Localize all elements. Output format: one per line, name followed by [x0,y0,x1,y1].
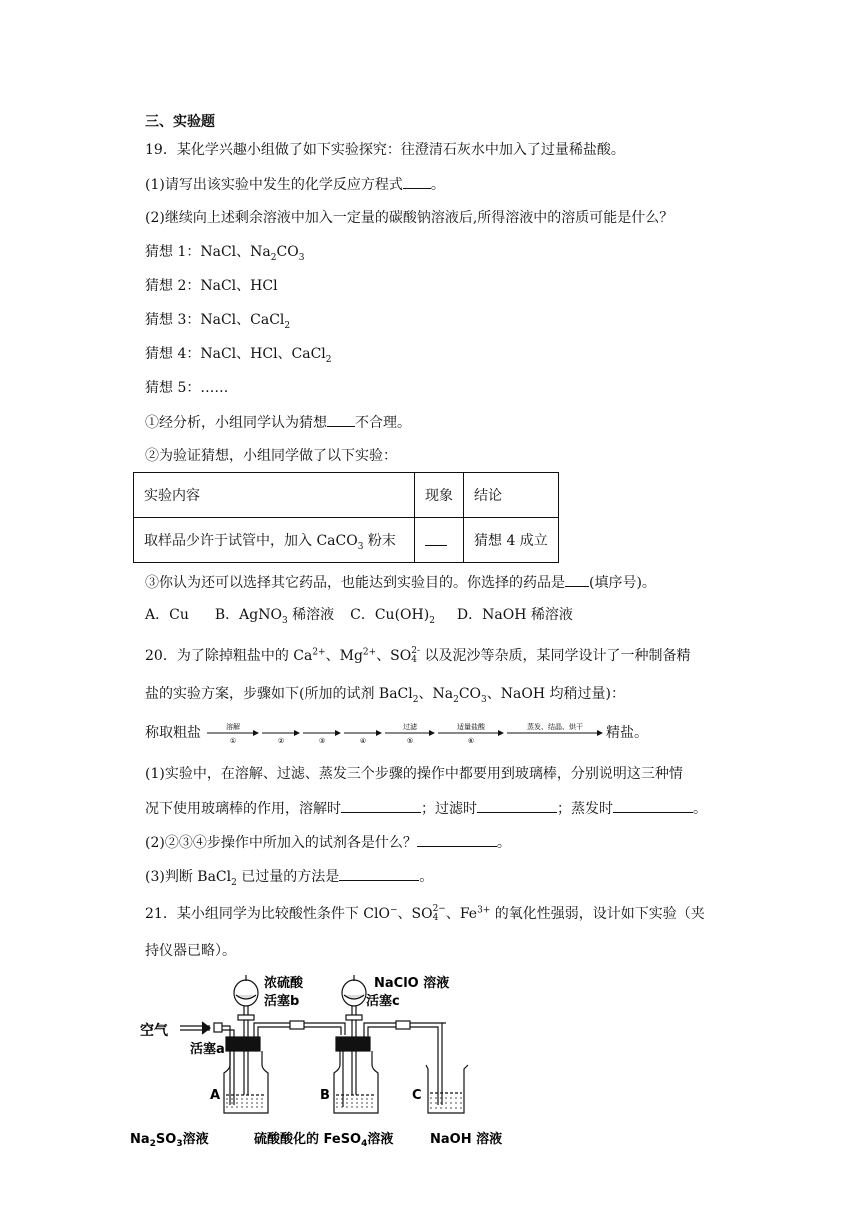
label-valve-a: 活塞a [190,1042,225,1057]
table-cell-content: 取样品少许于试管中，加入 CaCO$_3$ 粉末 [134,518,415,563]
caption-a: $Na_2SO_3$溶液 [130,1132,209,1149]
answer-blank[interactable] [425,531,447,546]
q20-part3: (3)判断 BaCl$_2$ 已过量的方法是 。 [145,866,433,887]
flow-step-arrow [303,730,341,745]
flow-step-label: 适量盐酸 [457,723,485,731]
q19-analysis-3: ③你认为还可以选择其它药品，也能达到实验目的。你选择的药品是 (填序号)。 [145,572,656,593]
guess-4: 猜想 4：NaCl、HCl、CaCl$_2$ [145,346,332,365]
flow-step-arrow [344,730,382,745]
flow-step-arrow [207,722,259,745]
flow-step-label: 溶解 [226,723,240,731]
label-naclo: NaClO 溶液 [374,976,450,991]
table-header: 结论 [464,473,559,518]
flow-end: 精盐。 [606,725,648,741]
caption-c: NaOH 溶液 [430,1132,503,1147]
label-a: A [210,1088,221,1103]
label-b: B [320,1088,330,1103]
guess-1: 猜想 1：NaCl、$Na_2CO_3$ [145,244,305,263]
label-air: 空气 [140,1023,168,1039]
tube-b-to-c [364,1021,446,1105]
flow-step-label: 蒸发、结晶、烘干 [527,723,583,731]
guess-3: 猜想 3：NaCl、CaCl$_2$ [145,312,291,331]
answer-blank[interactable] [339,866,419,881]
option-c[interactable]: C．$Cu(OH)_2$ [350,607,435,626]
q21-stem-2: 持仪器已略）。 [145,943,236,959]
flow-step-arrow [262,730,300,745]
q21-stem-1: 21．某小组同学为比较酸性条件下 ClO−、SO 2− 4 、$Fe^{3+}$ 的氧化性强弱，设计如下实验（夹 [145,904,705,923]
table-row [134,518,559,563]
answer-blank[interactable] [327,412,355,427]
flow-arrows [145,718,745,748]
label-valve-b: 活塞b [264,994,300,1009]
q19-part2: (2)继续向上述剩余溶液中加入一定量的碳酸钠溶液后,所得溶液中的溶质可能是什么？ [145,210,674,226]
air-inlet-tube [180,1022,234,1105]
flow-step-number: ④ [359,737,367,745]
answer-blank[interactable] [403,174,431,189]
table-cell-conclusion: 猜想 4 成立 [464,518,559,563]
option-b[interactable]: B．AgNO$_3$ 稀溶液 [214,607,335,626]
flow-diagram [145,718,745,748]
flow-step-number: ⑥ [467,737,475,745]
q19-analysis-1: ①经分析，小组同学认为猜想 不合理。 [145,412,411,433]
table-header: 实验内容 [134,473,415,518]
q20-part2: (2)②③④步操作中所加入的试剂各是什么？ 。 [145,832,511,853]
table-header: 现象 [415,473,464,518]
flow-step-number: ② [277,737,285,745]
label-c: C [412,1088,422,1103]
experiment-table [133,472,559,563]
flow-step-arrow [385,722,435,745]
q20-stem-2: 盐的实验方案，步骤如下(所加的试剂 BaCl$_2$、$Na_2CO_3$、NaOH 均稍过量)： [145,686,625,705]
flow-step-number: ① [229,737,237,745]
option-a[interactable]: A．Cu [145,607,189,623]
section-title: 三、实验题 [145,114,215,130]
guess-5: 猜想 5：…… [145,380,229,396]
q20-part1-a: (1)实验中，在溶解、过滤、蒸发三个步骤的操作中都要用到玻璃棒，分别说明这三种情 [145,766,683,782]
option-d[interactable]: D．NaOH 稀溶液 [456,607,573,623]
label-conc-acid: 浓硫酸 [264,976,304,991]
q19-part1: (1)请写出该实验中发生的化学反应方程式 。 [145,174,445,195]
flow-step-number: ⑤ [406,737,414,745]
answer-blank[interactable] [565,572,589,587]
label-valve-c: 活塞c [366,994,400,1009]
flow-step-arrow [507,722,603,736]
table-cell-phenomenon[interactable] [415,518,464,563]
guess-2: 猜想 2：NaCl、HCl [145,278,278,294]
flow-step-number: ③ [318,737,326,745]
apparatus-diagram [130,965,530,1150]
caption-b: 硫酸酸化的 FeSO$_4$溶液 [254,1132,394,1149]
answer-blank[interactable] [417,832,497,847]
q19-stem: 19．某化学兴趣小组做了如下实验探究：往澄清石灰水中加入了过量稀盐酸。 [145,142,625,158]
beaker-c [426,1065,468,1113]
flow-step-label: 过滤 [403,723,417,731]
answer-blank[interactable] [341,798,421,813]
answer-blank[interactable] [477,798,557,813]
q20-part1-b: 况下使用玻璃棒的作用，溶解时 ；过滤时 ；蒸发时 。 [145,798,707,819]
q19-analysis-2: ②为验证猜想，小组同学做了以下实验： [145,448,397,464]
table-header-row [134,473,559,518]
q19-options [145,605,573,625]
flow-start: 称取粗盐 [145,725,201,741]
flow-step-arrow [438,722,504,745]
q20-stem-1: 20．为了除掉粗盐中的 $Ca^{2+}$、$Mg^{2+}$、SO 2- 4 以及泥沙等杂质，某同学设计了一种制备精 [145,646,691,665]
bottle-a [224,1037,268,1113]
answer-blank[interactable] [613,798,693,813]
